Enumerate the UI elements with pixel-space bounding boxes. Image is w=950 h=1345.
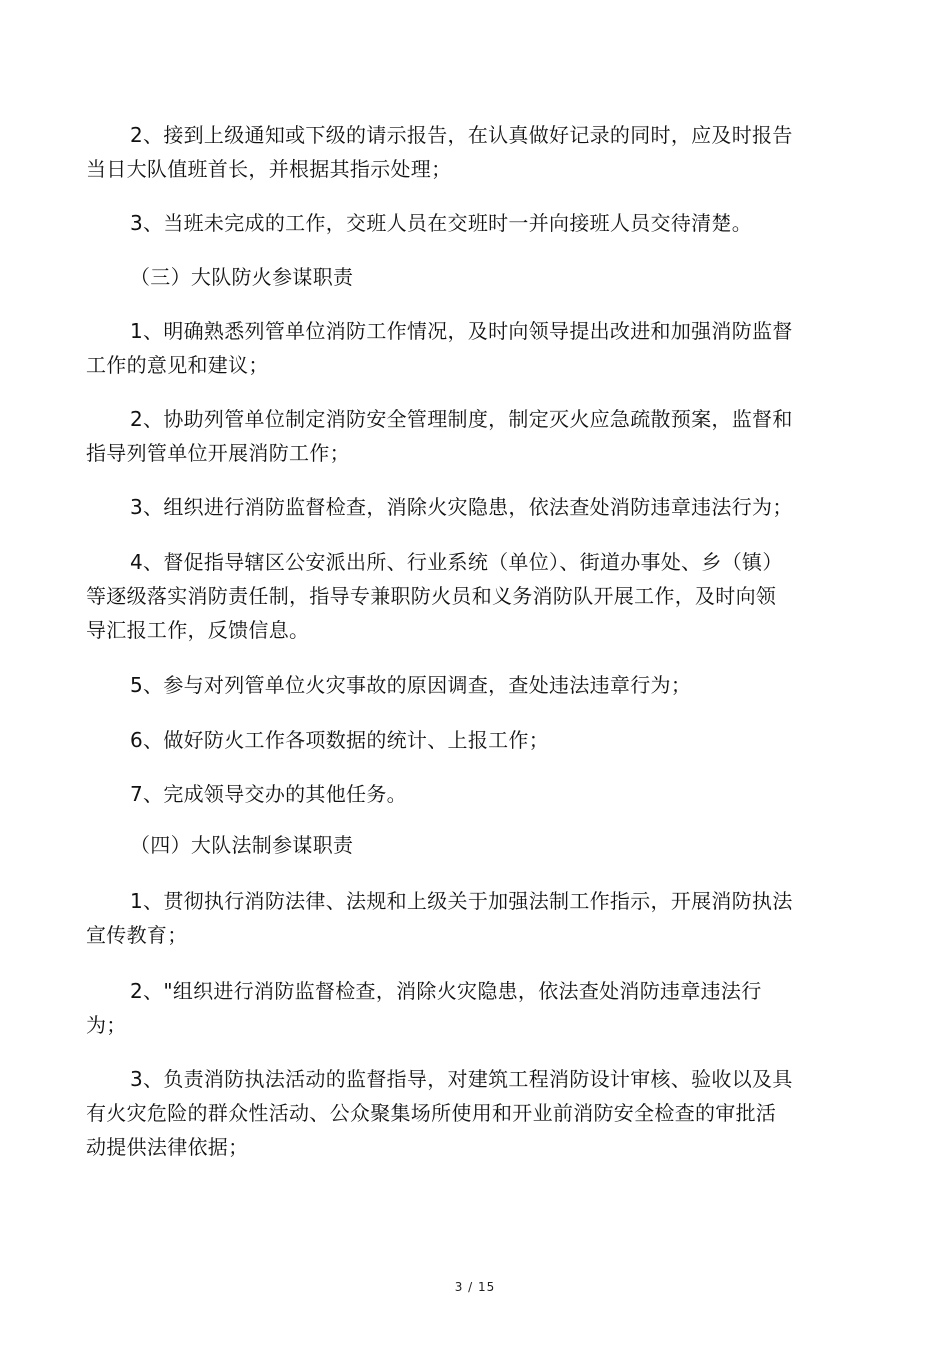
paragraph (86, 314, 826, 382)
paragraph (86, 884, 826, 952)
paragraph-line: 6、做好防火工作各项数据的统计、上报工作； (130, 728, 550, 752)
paragraph (86, 723, 826, 757)
paragraph (86, 777, 826, 811)
paragraph-line: 动提供法律依据； (86, 1135, 249, 1159)
paragraph (86, 668, 826, 702)
paragraph-line: 有火灾危险的群众性活动、公众聚集场所使用和开业前消防安全检查的审批活 (86, 1101, 777, 1125)
paragraph (86, 490, 826, 524)
paragraph-line: 3、负责消防执法活动的监督指导，对建筑工程消防设计审核、验收以及具 (130, 1067, 793, 1091)
paragraph-line: 指导列管单位开展消防工作； (86, 441, 350, 465)
paragraph-line: 等逐级落实消防责任制，指导专兼职防火员和义务消防队开展工作，及时向领 (86, 584, 777, 608)
section-heading: （三）大队防火参谋职责 (130, 265, 354, 289)
paragraph (86, 402, 826, 470)
paragraph-line: 5、参与对列管单位火灾事故的原因调查，查处违法违章行为； (130, 673, 692, 697)
paragraph-line: 7、完成领导交办的其他任务。 (130, 782, 407, 806)
paragraph-line: 工作的意见和建议； (86, 353, 269, 377)
section-heading: （四）大队法制参谋职责 (130, 833, 354, 857)
paragraph (86, 1062, 826, 1164)
paragraph-line: 3、当班未完成的工作，交班人员在交班时一并向接班人员交待清楚。 (130, 211, 753, 235)
page-number: 3 / 15 (454, 1280, 496, 1294)
paragraph-line: 2、接到上级通知或下级的请示报告，在认真做好记录的同时，应及时报告 (130, 123, 793, 147)
paragraph-line: 导汇报工作，反馈信息。 (86, 618, 310, 642)
paragraph-line: 3、组织进行消防监督检查，消除火灾隐患，依法查处消防违章违法行为； (130, 495, 793, 519)
paragraph-line: 2、协助列管单位制定消防安全管理制度，制定灭火应急疏散预案，监督和 (130, 407, 793, 431)
paragraph-line: 宣传教育； (86, 923, 188, 947)
paragraph-line: 为； (86, 1013, 127, 1037)
paragraph (86, 974, 826, 1042)
paragraph-line: 4、督促指导辖区公安派出所、行业系统（单位）、街道办事处、乡（镇） (130, 550, 783, 574)
paragraph-line: 1、贯彻执行消防法律、法规和上级关于加强法制工作指示，开展消防执法 (130, 889, 793, 913)
paragraph-line: 2、"组织进行消防监督检查，消除火灾隐患，依法查处消防违章违法行 (130, 979, 762, 1003)
paragraph (86, 206, 826, 240)
paragraph (86, 545, 826, 647)
paragraph-line: 1、明确熟悉列管单位消防工作情况，及时向领导提出改进和加强消防监督 (130, 319, 793, 343)
paragraph (86, 118, 826, 186)
paragraph-line: 当日大队值班首长，并根据其指示处理； (86, 157, 452, 181)
